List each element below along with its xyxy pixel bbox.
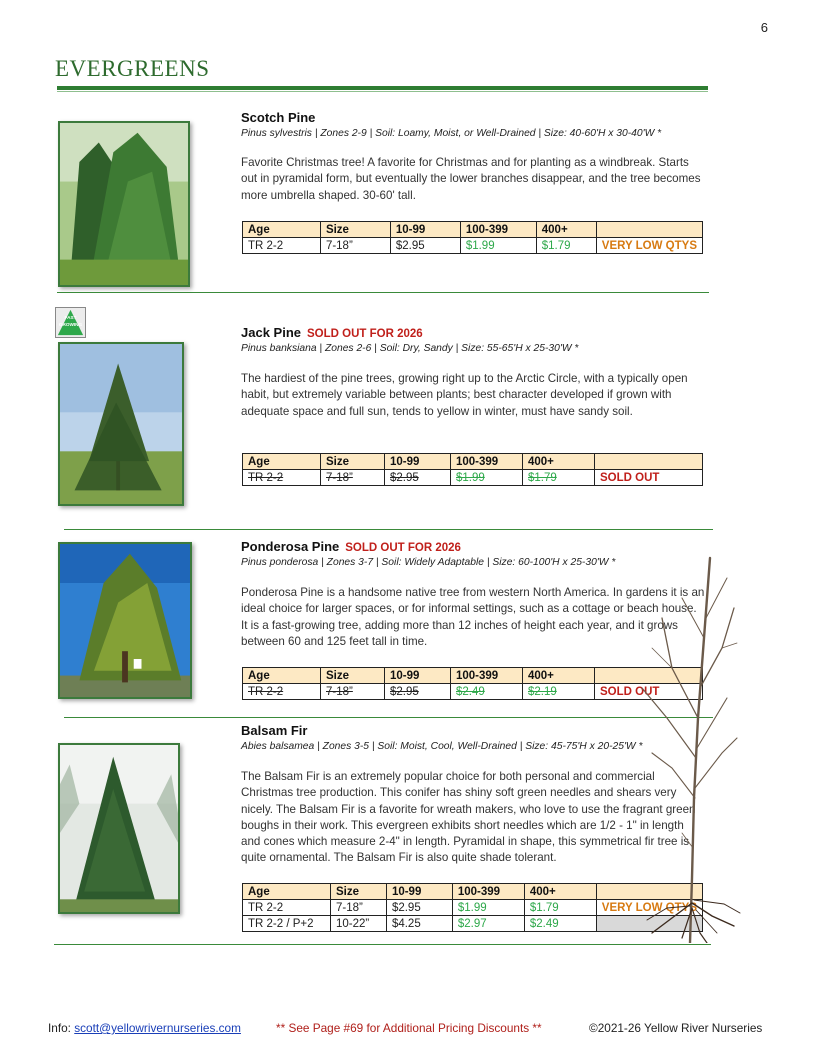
sold-out-flag: SOLD OUT FOR 2026 bbox=[345, 542, 461, 554]
product-name: Ponderosa Pine bbox=[241, 539, 340, 554]
product-name-scotch-pine bbox=[241, 110, 315, 125]
cell-size: 7-18” bbox=[321, 684, 385, 700]
footer-email-link[interactable]: scott@yellowrivernurseries.com bbox=[74, 1021, 241, 1035]
cell-age: TR 2-2 bbox=[243, 900, 331, 916]
product-name-jack-pine bbox=[241, 325, 423, 340]
cell-size: 7-18” bbox=[321, 470, 385, 486]
col-qty-400: 400+ bbox=[536, 222, 596, 238]
cell-note: VERY LOW QTYS bbox=[596, 238, 702, 254]
cell-price-2: $1.99 bbox=[460, 238, 536, 254]
cell-size: 7-18” bbox=[320, 238, 390, 254]
footer-discount-note: ** See Page #69 for Additional Pricing Discounts ** bbox=[276, 1021, 542, 1035]
product-name: Scotch Pine bbox=[241, 110, 316, 125]
cell-price-3: $1.79 bbox=[536, 238, 596, 254]
section-title: EVERGREENS bbox=[55, 56, 210, 81]
footer-copyright: ©2021-26 Yellow River Nurseries bbox=[589, 1021, 763, 1035]
fast-growing-badge bbox=[55, 307, 86, 338]
product-description: Favorite Christmas tree! A favorite for Christmas and for planting as a windbreak. Starts out in pyramidal form, but eventually the lower branches disappear, and the tree becomes more umbrella shaped. 30-60' tall. bbox=[241, 156, 701, 202]
table-row bbox=[243, 238, 703, 254]
cell-price-2: $1.99 bbox=[452, 900, 524, 916]
section-divider bbox=[54, 944, 711, 945]
col-age: Age bbox=[243, 454, 321, 470]
table-header-row bbox=[243, 454, 703, 470]
product-name-balsam-fir bbox=[241, 723, 307, 738]
jack-pine-photo bbox=[58, 342, 184, 506]
col-qty-10-99: 10-99 bbox=[386, 884, 452, 900]
footer-info-label: Info: bbox=[48, 1021, 71, 1035]
col-qty-10-99: 10-99 bbox=[385, 454, 451, 470]
title-rule-thin bbox=[57, 91, 708, 92]
col-qty-10-99: 10-99 bbox=[385, 668, 451, 684]
col-note bbox=[596, 222, 702, 238]
cell-age: TR 2-2 / P+2 bbox=[243, 916, 331, 932]
col-qty-400: 400+ bbox=[523, 454, 595, 470]
cell-size: 7-18” bbox=[330, 900, 386, 916]
col-note bbox=[595, 454, 703, 470]
sold-out-flag: SOLD OUT FOR 2026 bbox=[307, 328, 423, 340]
price-table-jack-pine bbox=[242, 453, 703, 486]
product-meta: Pinus ponderosa | Zones 3-7 | Soil: Widely Adaptable | Size: 60-100'H x 25-30'W * bbox=[241, 557, 616, 568]
cell-note: VERY LOW QTYS bbox=[596, 900, 702, 916]
cell-size: 10-22” bbox=[330, 916, 386, 932]
col-size: Size bbox=[330, 884, 386, 900]
product-name: Balsam Fir bbox=[241, 723, 308, 738]
col-size: Size bbox=[320, 222, 390, 238]
table-row bbox=[243, 470, 703, 486]
col-age: Age bbox=[243, 884, 331, 900]
section-divider bbox=[64, 529, 713, 530]
badge-line1: FAST bbox=[64, 315, 77, 321]
table-header-row bbox=[243, 222, 703, 238]
product-meta: Abies balsamea | Zones 3-5 | Soil: Moist, Cool, Well-Drained | Size: 45-75'H x 20-25'W * bbox=[241, 741, 643, 752]
cell-note: SOLD OUT bbox=[595, 470, 703, 486]
col-age: Age bbox=[243, 668, 321, 684]
col-qty-100-399: 100-399 bbox=[451, 454, 523, 470]
cell-price-2: $2.49 bbox=[451, 684, 523, 700]
cell-note: SOLD OUT bbox=[595, 684, 703, 700]
page-number: 6 bbox=[760, 20, 768, 35]
col-qty-10-99: 10-99 bbox=[390, 222, 460, 238]
bare-root-tree-illustration bbox=[612, 548, 742, 943]
cell-price-2: $1.99 bbox=[451, 470, 523, 486]
ponderosa-pine-photo bbox=[58, 542, 192, 699]
title-rule bbox=[57, 86, 708, 90]
product-name-ponderosa-pine bbox=[241, 539, 461, 554]
cell-price-3: $1.79 bbox=[523, 470, 595, 486]
price-table-scotch-pine bbox=[242, 221, 703, 254]
col-qty-400: 400+ bbox=[523, 668, 595, 684]
badge-line2: GROWING bbox=[58, 321, 83, 327]
cell-price-3: $2.49 bbox=[524, 916, 596, 932]
col-size: Size bbox=[321, 668, 385, 684]
cell-price-2: $2.97 bbox=[452, 916, 524, 932]
product-meta: Pinus banksiana | Zones 2-6 | Soil: Dry, Sandy | Size: 55-65'H x 25-30'W * bbox=[241, 343, 579, 354]
col-qty-100-399: 100-399 bbox=[452, 884, 524, 900]
product-meta: Pinus sylvestris | Zones 2-9 | Soil: Loamy, Moist, or Well-Drained | Size: 40-60'H x 30-40'W * bbox=[241, 128, 662, 139]
cell-price-1: $4.25 bbox=[386, 916, 452, 932]
col-size: Size bbox=[321, 454, 385, 470]
col-age: Age bbox=[243, 222, 321, 238]
col-qty-400: 400+ bbox=[524, 884, 596, 900]
cell-price-3: $2.19 bbox=[523, 684, 595, 700]
cell-age: TR 2-2 bbox=[243, 684, 321, 700]
cell-age: TR 2-2 bbox=[243, 470, 321, 486]
cell-price-1: $2.95 bbox=[385, 470, 451, 486]
cell-price-1: $2.95 bbox=[385, 684, 451, 700]
cell-price-3: $1.79 bbox=[524, 900, 596, 916]
product-name: Jack Pine bbox=[241, 325, 301, 340]
product-description: The Balsam Fir is an extremely popular choice for both personal and commercial Christmas tree production. This conifer has shiny soft green needles and shears very nicely. The Balsam Fir is a favorite for wreath makers, who love to use the fragrant green boughs in their work. This evergreen exhibits short needles which are 1/2 - 1" in length and cones which measure 2-4" in length. Pyramidal in shape, this symmetrical fir tree is quite ornamental. The Balsam Fir is also quite shade tolerant. bbox=[241, 770, 696, 865]
col-qty-100-399: 100-399 bbox=[460, 222, 536, 238]
cell-age: TR 2-2 bbox=[243, 238, 321, 254]
section-divider bbox=[57, 292, 709, 293]
scotch-pine-photo bbox=[58, 121, 190, 287]
footer-info bbox=[48, 1021, 241, 1035]
balsam-fir-photo bbox=[58, 743, 180, 914]
col-qty-100-399: 100-399 bbox=[451, 668, 523, 684]
product-description: Ponderosa Pine is a handsome native tree from western North America. In gardens it is an ideal choice for larger spaces, or for informal settings, such as a cottage or beach house. It is a fast-growing tree, adding more than 12 inches of height each year, and it grows between 60 and 125 feet tall in time. bbox=[241, 586, 705, 648]
cell-price-1: $2.95 bbox=[390, 238, 460, 254]
cell-price-1: $2.95 bbox=[386, 900, 452, 916]
product-description: The hardiest of the pine trees, growing right up to the Arctic Circle, with a typically open habit, but extremely variable between plants; best character developed if grown with adequate space and full sun, tends to yellow in winter, must have sandy soil. bbox=[241, 372, 688, 418]
